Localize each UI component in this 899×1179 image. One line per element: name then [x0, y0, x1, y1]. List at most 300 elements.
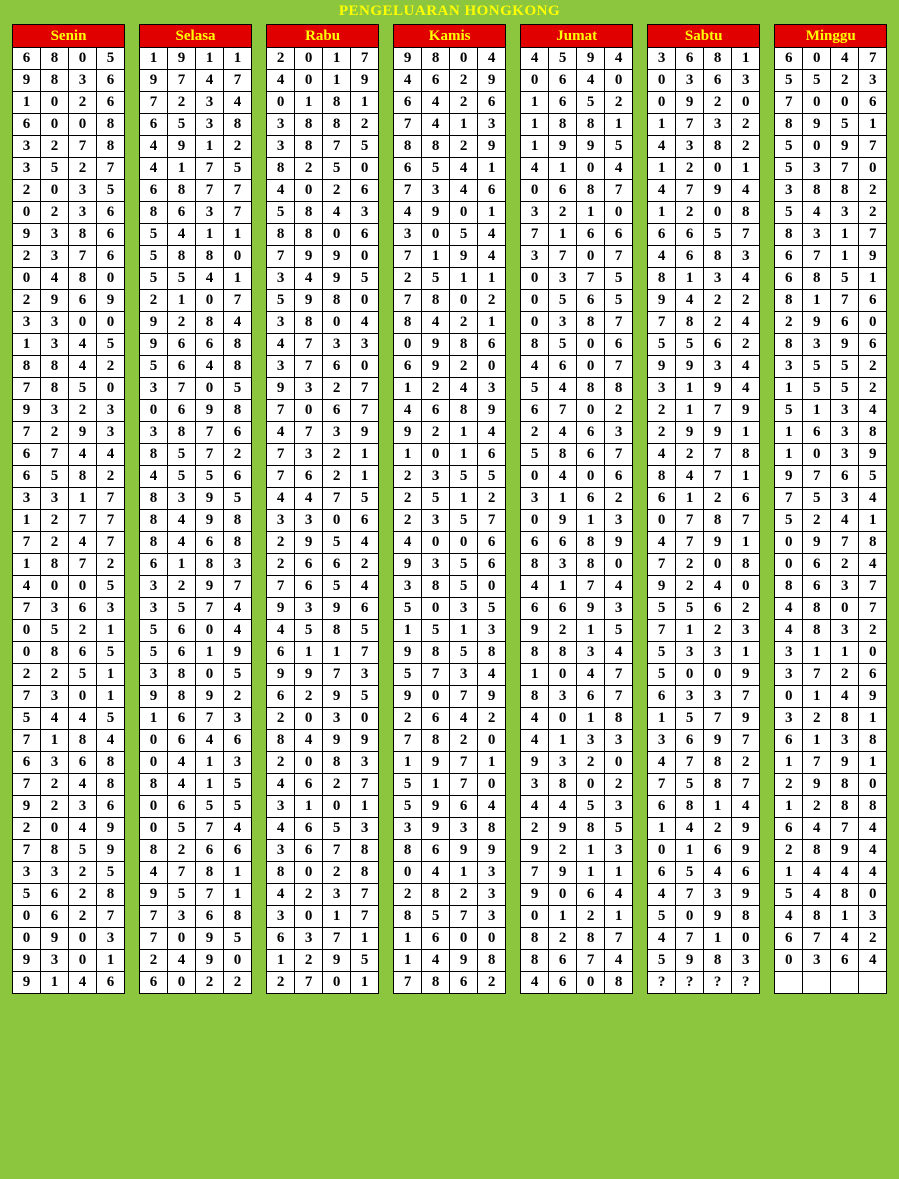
digit-cell: 8: [394, 136, 422, 158]
digit-cell: 4: [605, 884, 633, 906]
digit-cell: 6: [69, 598, 97, 620]
digit-cell: 0: [775, 686, 803, 708]
digit-cell: 9: [69, 422, 97, 444]
digit-cell: 0: [97, 378, 125, 400]
digit-cell: 6: [478, 92, 506, 114]
digit-cell: 2: [831, 664, 859, 686]
digit-cell: 4: [803, 202, 831, 224]
digit-cell: 8: [41, 642, 69, 664]
column-gap: [252, 290, 267, 312]
digit-cell: 6: [549, 70, 577, 92]
digit-cell: 7: [450, 774, 478, 796]
digit-cell: 7: [676, 532, 704, 554]
digit-cell: 4: [13, 576, 41, 598]
digit-cell: 2: [13, 818, 41, 840]
digit-cell: 5: [577, 796, 605, 818]
digit-cell: 6: [394, 158, 422, 180]
column-gap: [633, 686, 648, 708]
digit-cell: 5: [224, 488, 252, 510]
column-gap: [379, 70, 394, 92]
digit-cell: 4: [69, 708, 97, 730]
digit-cell: 7: [267, 444, 295, 466]
digit-cell: 4: [168, 224, 196, 246]
digit-cell: 7: [13, 774, 41, 796]
digit-cell: 8: [69, 730, 97, 752]
digit-cell: 8: [323, 290, 351, 312]
digit-cell: 9: [41, 290, 69, 312]
digit-cell: 9: [676, 356, 704, 378]
digit-cell: 5: [97, 334, 125, 356]
digit-cell: 4: [704, 862, 732, 884]
digit-cell: 9: [267, 598, 295, 620]
digit-cell: 7: [605, 180, 633, 202]
column-gap: [379, 48, 394, 70]
digit-cell: 1: [648, 818, 676, 840]
digit-cell: 9: [521, 840, 549, 862]
digit-cell: 3: [41, 312, 69, 334]
digit-cell: 0: [97, 268, 125, 290]
column-gap: [633, 136, 648, 158]
digit-cell: 9: [648, 356, 676, 378]
digit-cell: 7: [605, 686, 633, 708]
digit-cell: 3: [323, 334, 351, 356]
digit-cell: 3: [704, 268, 732, 290]
digit-cell: 1: [549, 576, 577, 598]
digit-cell: 9: [831, 334, 859, 356]
digit-cell: 5: [831, 356, 859, 378]
digit-cell: 5: [394, 664, 422, 686]
digit-cell: 4: [803, 862, 831, 884]
digit-cell: 1: [732, 532, 760, 554]
digit-cell: 0: [13, 202, 41, 224]
digit-cell: 8: [521, 642, 549, 664]
digit-cell: 6: [13, 466, 41, 488]
digit-cell: 3: [69, 70, 97, 92]
digit-cell: 0: [521, 180, 549, 202]
digit-cell: 8: [267, 158, 295, 180]
digit-cell: 7: [704, 708, 732, 730]
digit-cell: 5: [224, 664, 252, 686]
digit-cell: 2: [41, 664, 69, 686]
digit-cell: 3: [605, 510, 633, 532]
digit-cell: 8: [803, 598, 831, 620]
digit-cell: 5: [775, 510, 803, 532]
digit-cell: 3: [295, 928, 323, 950]
digit-cell: 1: [13, 334, 41, 356]
digit-cell: 0: [41, 576, 69, 598]
digit-cell: 2: [41, 796, 69, 818]
digit-cell: ?: [648, 972, 676, 994]
digit-cell: 5: [521, 378, 549, 400]
digit-cell: 7: [323, 840, 351, 862]
column-gap: [379, 664, 394, 686]
digit-cell: 4: [267, 334, 295, 356]
column-gap: [379, 576, 394, 598]
digit-cell: 0: [295, 906, 323, 928]
digit-cell: 7: [13, 840, 41, 862]
digit-cell: 4: [732, 312, 760, 334]
column-gap: [379, 796, 394, 818]
digit-cell: 9: [224, 642, 252, 664]
column-gap: [252, 950, 267, 972]
digit-cell: 2: [831, 554, 859, 576]
digit-cell: 1: [521, 664, 549, 686]
digit-cell: 8: [521, 928, 549, 950]
digit-cell: 8: [140, 202, 168, 224]
digit-cell: 7: [394, 180, 422, 202]
digit-cell: 8: [549, 444, 577, 466]
digit-cell: 3: [704, 884, 732, 906]
digit-cell: 8: [775, 224, 803, 246]
digit-cell: 7: [69, 136, 97, 158]
digit-cell: 9: [549, 510, 577, 532]
digit-cell: 1: [450, 444, 478, 466]
digit-cell: 3: [478, 620, 506, 642]
digit-cell: 3: [676, 686, 704, 708]
digit-cell: 6: [478, 444, 506, 466]
digit-cell: 1: [859, 114, 887, 136]
digit-cell: 8: [859, 730, 887, 752]
digit-cell: 6: [295, 576, 323, 598]
column-gap: [252, 510, 267, 532]
digit-cell: 3: [13, 862, 41, 884]
digit-cell: 8: [41, 356, 69, 378]
table-row: [13, 774, 887, 796]
digit-cell: 6: [775, 818, 803, 840]
digit-cell: 5: [831, 114, 859, 136]
digit-cell: 4: [478, 422, 506, 444]
digit-cell: 9: [323, 730, 351, 752]
digit-cell: 1: [196, 136, 224, 158]
column-gap: [252, 664, 267, 686]
digit-cell: 1: [168, 554, 196, 576]
digit-cell: 6: [97, 246, 125, 268]
digit-cell: 6: [196, 906, 224, 928]
digit-cell: 3: [478, 378, 506, 400]
digit-cell: 4: [478, 664, 506, 686]
digit-cell: 2: [394, 488, 422, 510]
digit-cell: 7: [422, 664, 450, 686]
digit-cell: 1: [859, 510, 887, 532]
digit-cell: 8: [521, 950, 549, 972]
digit-cell: 8: [831, 708, 859, 730]
digit-cell: ?: [704, 972, 732, 994]
digit-cell: 8: [168, 664, 196, 686]
digit-cell: 3: [140, 422, 168, 444]
digit-cell: 7: [450, 906, 478, 928]
digit-cell: 5: [605, 620, 633, 642]
digit-cell: 0: [140, 818, 168, 840]
column-gap: [760, 312, 775, 334]
digit-cell: 3: [549, 268, 577, 290]
column-gap: [379, 598, 394, 620]
digit-cell: 6: [859, 92, 887, 114]
digit-cell: 3: [69, 202, 97, 224]
digit-cell: 5: [549, 334, 577, 356]
digit-cell: 0: [549, 708, 577, 730]
digit-cell: 2: [394, 884, 422, 906]
digit-cell: 7: [605, 664, 633, 686]
digit-cell: 5: [168, 466, 196, 488]
digit-cell: 0: [295, 400, 323, 422]
column-gap: [125, 25, 140, 48]
digit-cell: 1: [859, 268, 887, 290]
column-gap: [760, 928, 775, 950]
digit-cell: 7: [13, 730, 41, 752]
digit-cell: 9: [521, 620, 549, 642]
column-gap: [760, 950, 775, 972]
digit-cell: 8: [224, 334, 252, 356]
column-gap: [506, 444, 521, 466]
digit-cell: 6: [295, 818, 323, 840]
digit-cell: 1: [450, 422, 478, 444]
column-gap: [125, 884, 140, 906]
digit-cell: 9: [859, 444, 887, 466]
column-gap: [125, 334, 140, 356]
digit-cell: 2: [422, 378, 450, 400]
day-header-row: [13, 25, 887, 48]
digit-cell: 5: [549, 48, 577, 70]
digit-cell: 3: [394, 576, 422, 598]
digit-cell: 4: [196, 356, 224, 378]
column-gap: [125, 268, 140, 290]
digit-cell: 3: [295, 444, 323, 466]
digit-cell: 2: [13, 664, 41, 686]
column-gap: [633, 70, 648, 92]
digit-cell: 7: [831, 818, 859, 840]
digit-cell: 3: [41, 334, 69, 356]
table-row: [13, 290, 887, 312]
column-gap: [379, 400, 394, 422]
column-gap: [506, 25, 521, 48]
digit-cell: 5: [196, 796, 224, 818]
column-gap: [633, 818, 648, 840]
digit-cell: 9: [351, 422, 379, 444]
digit-cell: 0: [69, 48, 97, 70]
digit-cell: 4: [478, 796, 506, 818]
digit-cell: 7: [323, 664, 351, 686]
digit-cell: 3: [831, 730, 859, 752]
digit-cell: 4: [267, 70, 295, 92]
digit-cell: 5: [394, 774, 422, 796]
digit-cell: 1: [577, 840, 605, 862]
digit-cell: 6: [478, 334, 506, 356]
column-gap: [506, 48, 521, 70]
digit-cell: 9: [450, 950, 478, 972]
digit-cell: 3: [69, 180, 97, 202]
table-row: [13, 466, 887, 488]
column-gap: [633, 92, 648, 114]
column-gap: [379, 356, 394, 378]
digit-cell: 5: [323, 818, 351, 840]
column-gap: [760, 488, 775, 510]
digit-cell: 9: [732, 840, 760, 862]
digit-cell: 5: [648, 950, 676, 972]
digit-cell: 3: [224, 708, 252, 730]
digit-cell: 1: [394, 752, 422, 774]
digit-cell: 4: [224, 620, 252, 642]
digit-cell: 3: [97, 598, 125, 620]
column-gap: [125, 928, 140, 950]
digit-cell: 0: [577, 466, 605, 488]
column-gap: [125, 422, 140, 444]
digit-cell: 7: [831, 532, 859, 554]
digit-cell: 7: [732, 686, 760, 708]
digit-cell: 9: [450, 246, 478, 268]
digit-cell: 0: [859, 774, 887, 796]
digit-cell: 0: [577, 246, 605, 268]
digit-cell: 0: [478, 730, 506, 752]
digit-cell: 3: [323, 708, 351, 730]
column-gap: [252, 598, 267, 620]
digit-cell: 7: [648, 774, 676, 796]
digit-cell: 1: [521, 92, 549, 114]
digit-cell: 3: [478, 906, 506, 928]
digit-cell: 5: [648, 642, 676, 664]
column-gap: [125, 576, 140, 598]
digit-cell: 8: [295, 312, 323, 334]
digit-cell: 2: [394, 510, 422, 532]
digit-cell: 1: [605, 906, 633, 928]
column-gap: [252, 620, 267, 642]
digit-cell: 0: [577, 400, 605, 422]
digit-cell: 5: [97, 642, 125, 664]
column-gap: [506, 400, 521, 422]
column-gap: [125, 180, 140, 202]
digit-cell: 1: [704, 928, 732, 950]
digit-cell: 7: [97, 488, 125, 510]
digit-cell: 2: [41, 532, 69, 554]
digit-cell: 1: [13, 92, 41, 114]
digit-cell: 1: [676, 620, 704, 642]
column-gap: [379, 25, 394, 48]
digit-cell: 2: [323, 378, 351, 400]
digit-cell: 5: [267, 290, 295, 312]
digit-cell: 7: [450, 752, 478, 774]
column-gap: [633, 664, 648, 686]
digit-cell: 2: [351, 554, 379, 576]
table-row: [13, 136, 887, 158]
digit-cell: 3: [605, 730, 633, 752]
digit-cell: 1: [549, 906, 577, 928]
digit-cell: 2: [295, 158, 323, 180]
digit-cell: 4: [605, 48, 633, 70]
column-gap: [633, 224, 648, 246]
digit-cell: 1: [775, 444, 803, 466]
digit-cell: 6: [351, 180, 379, 202]
column-gap: [760, 180, 775, 202]
digit-cell: 0: [605, 202, 633, 224]
digit-cell: 1: [351, 796, 379, 818]
digit-cell: 8: [549, 642, 577, 664]
digit-cell: 1: [323, 642, 351, 664]
digit-cell: 9: [450, 840, 478, 862]
digit-cell: 9: [97, 840, 125, 862]
digit-cell: 4: [605, 158, 633, 180]
table-row: [13, 708, 887, 730]
digit-cell: 8: [196, 862, 224, 884]
column-gap: [379, 312, 394, 334]
digit-cell: 8: [323, 752, 351, 774]
column-gap: [760, 752, 775, 774]
digit-cell: 0: [69, 312, 97, 334]
digit-cell: 1: [224, 268, 252, 290]
digit-cell: 4: [97, 730, 125, 752]
digit-cell: 8: [295, 114, 323, 136]
digit-cell: 9: [732, 664, 760, 686]
digit-cell: 6: [323, 356, 351, 378]
digit-cell: 9: [323, 246, 351, 268]
digit-cell: 6: [648, 862, 676, 884]
column-gap: [252, 642, 267, 664]
column-gap: [252, 224, 267, 246]
digit-cell: 0: [295, 70, 323, 92]
digit-cell: 5: [775, 70, 803, 92]
digit-cell: 6: [196, 840, 224, 862]
digit-cell: 7: [97, 532, 125, 554]
digit-cell: 2: [478, 708, 506, 730]
digit-cell: 5: [831, 378, 859, 400]
digit-cell: 6: [549, 356, 577, 378]
digit-cell: 1: [450, 268, 478, 290]
column-gap: [379, 708, 394, 730]
digit-cell: 1: [196, 48, 224, 70]
digit-cell: 0: [295, 752, 323, 774]
digit-cell: 9: [831, 840, 859, 862]
digit-cell: 3: [831, 202, 859, 224]
digit-cell: 9: [196, 686, 224, 708]
column-gap: [379, 532, 394, 554]
digit-cell: 4: [775, 906, 803, 928]
digit-cell: 8: [577, 532, 605, 554]
digit-cell: 4: [859, 950, 887, 972]
table-row: [13, 862, 887, 884]
day-header-kamis: Kamis: [394, 25, 506, 48]
digit-cell: 9: [704, 532, 732, 554]
digit-cell: 9: [648, 576, 676, 598]
table-row: [13, 158, 887, 180]
column-gap: [633, 444, 648, 466]
digit-cell: 5: [351, 488, 379, 510]
digit-cell: 4: [351, 312, 379, 334]
digit-cell: 1: [521, 136, 549, 158]
digit-cell: 8: [859, 532, 887, 554]
digit-cell: 4: [521, 48, 549, 70]
digit-cell: 3: [41, 752, 69, 774]
digit-cell: 9: [577, 598, 605, 620]
digit-cell: 4: [831, 510, 859, 532]
digit-cell: 3: [267, 268, 295, 290]
digit-cell: 0: [351, 158, 379, 180]
digit-cell: 7: [803, 752, 831, 774]
digit-cell: 5: [295, 620, 323, 642]
digit-cell: 0: [450, 202, 478, 224]
digit-cell: 6: [549, 950, 577, 972]
column-gap: [506, 576, 521, 598]
digit-cell: 0: [859, 312, 887, 334]
digit-cell: 5: [676, 862, 704, 884]
column-gap: [633, 488, 648, 510]
digit-cell: 6: [267, 928, 295, 950]
digit-cell: 6: [676, 246, 704, 268]
digit-cell: 8: [549, 114, 577, 136]
digit-cell: 6: [97, 224, 125, 246]
day-header-sabtu: Sabtu: [648, 25, 760, 48]
digit-cell: 9: [648, 290, 676, 312]
day-header-selasa: Selasa: [140, 25, 252, 48]
digit-cell: 2: [394, 708, 422, 730]
digit-cell: 6: [168, 730, 196, 752]
